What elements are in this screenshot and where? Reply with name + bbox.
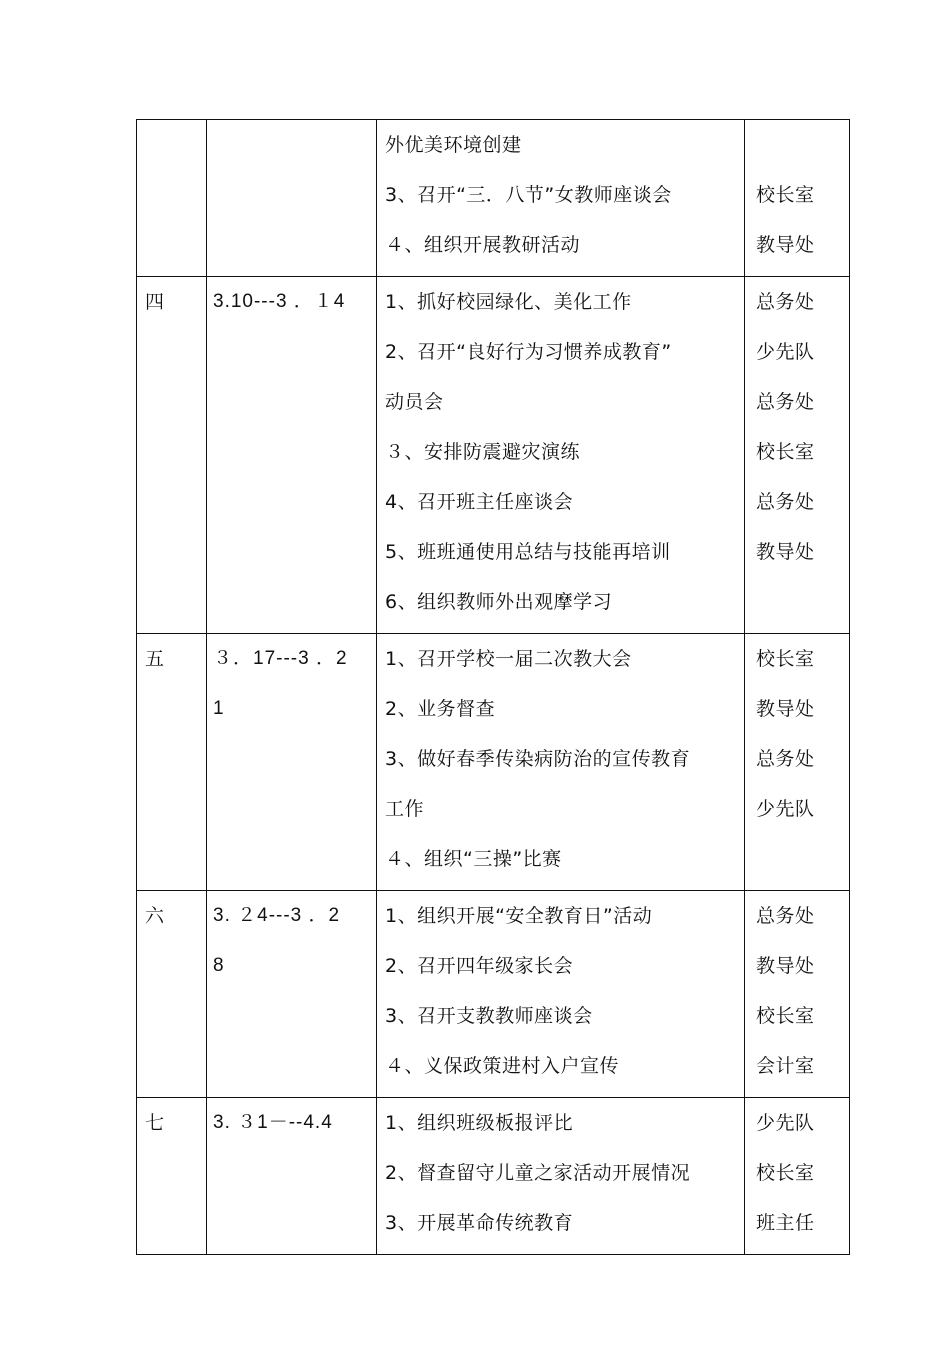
dept-cell [745, 634, 850, 891]
task-line: 2、召开“良好行为习惯养成教育” [385, 341, 672, 363]
tasks-cell [377, 634, 745, 891]
dept-line: 校长室 [756, 1162, 815, 1184]
week-cell [137, 120, 207, 277]
dept-line: 校长室 [756, 648, 815, 670]
dept-line: 会计室 [756, 1055, 815, 1077]
table-row [137, 120, 850, 277]
week-cell [137, 1098, 207, 1255]
week-label: 六 [145, 905, 165, 927]
week-cell [137, 891, 207, 1098]
dept-line: 教导处 [756, 541, 815, 563]
dept-line: 校长室 [756, 184, 815, 206]
tasks-cell [377, 1098, 745, 1255]
date-line: ３．17---3 ．2 [213, 648, 348, 669]
tasks-cell [377, 891, 745, 1098]
task-line: 外优美环境创建 [385, 134, 522, 156]
dept-cell [745, 891, 850, 1098]
date-cell [207, 634, 377, 891]
dept-line: 少先队 [756, 341, 815, 363]
dept-line: 总务处 [756, 491, 815, 513]
task-line: 1、组织开展“安全教育日”活动 [385, 905, 653, 927]
dept-line: 教导处 [756, 698, 815, 720]
table-row [137, 634, 850, 891]
task-line: 1、组织班级板报评比 [385, 1112, 574, 1134]
dept-cell [745, 120, 850, 277]
schedule-body [137, 120, 850, 1255]
task-line: 3、开展革命传统教育 [385, 1212, 574, 1234]
tasks-cell [377, 277, 745, 634]
task-line: 工作 [385, 798, 425, 820]
task-line: 1、抓好校园绿化、美化工作 [385, 291, 632, 313]
week-label: 七 [145, 1112, 165, 1134]
schedule-table [136, 119, 850, 1255]
date-line: 3. ３1－--4.4 [213, 1112, 333, 1133]
dept-line: 少先队 [756, 798, 815, 820]
date-line: 8 [213, 955, 225, 976]
task-line: 5、班班通使用总结与技能再培训 [385, 541, 671, 563]
dept-line: 总务处 [756, 391, 815, 413]
dept-line: 校长室 [756, 1005, 815, 1027]
task-line: ４、组织开展教研活动 [385, 234, 581, 256]
task-line: 4、召开班主任座谈会 [385, 491, 574, 513]
table-row [137, 277, 850, 634]
task-line: 6、组织教师外出观摩学习 [385, 591, 613, 613]
dept-line: 少先队 [756, 1112, 815, 1134]
date-line: 3.10---3 ．１4 [213, 291, 346, 312]
date-cell [207, 1098, 377, 1255]
week-label: 四 [145, 291, 165, 313]
date-cell [207, 891, 377, 1098]
dept-line: 教导处 [756, 234, 815, 256]
date-line: 1 [213, 698, 225, 719]
dept-line: 总务处 [756, 291, 815, 313]
dept-line: 总务处 [756, 905, 815, 927]
date-cell [207, 277, 377, 634]
dept-cell [745, 1098, 850, 1255]
task-line: ４、义保政策进村入户宣传 [385, 1055, 620, 1077]
date-line: 3. ２4---3 ．2 [213, 905, 341, 926]
task-line: ４、组织“三操”比赛 [385, 848, 562, 870]
task-line: 2、召开四年级家长会 [385, 955, 574, 977]
week-label: 五 [145, 648, 165, 670]
date-cell [207, 120, 377, 277]
task-line: 3、召开支教教师座谈会 [385, 1005, 593, 1027]
task-line: 3、做好春季传染病防治的宣传教育 [385, 748, 691, 770]
task-line: 3、召开“三．八节”女教师座谈会 [385, 184, 672, 206]
dept-line: 校长室 [756, 441, 815, 463]
task-line: 1、召开学校一届二次教大会 [385, 648, 632, 670]
week-cell [137, 634, 207, 891]
week-cell [137, 277, 207, 634]
dept-cell [745, 277, 850, 634]
week-label [145, 126, 206, 176]
dept-line [756, 126, 849, 176]
tasks-cell [377, 120, 745, 277]
task-line: 2、业务督查 [385, 698, 496, 720]
task-line: 动员会 [385, 391, 444, 413]
task-line: ３、安排防震避灾演练 [385, 441, 581, 463]
task-line: 2、督查留守儿童之家活动开展情况 [385, 1162, 691, 1184]
dept-line: 教导处 [756, 955, 815, 977]
dept-line: 班主任 [756, 1212, 815, 1234]
table-row [137, 891, 850, 1098]
dept-line: 总务处 [756, 748, 815, 770]
table-row [137, 1098, 850, 1255]
